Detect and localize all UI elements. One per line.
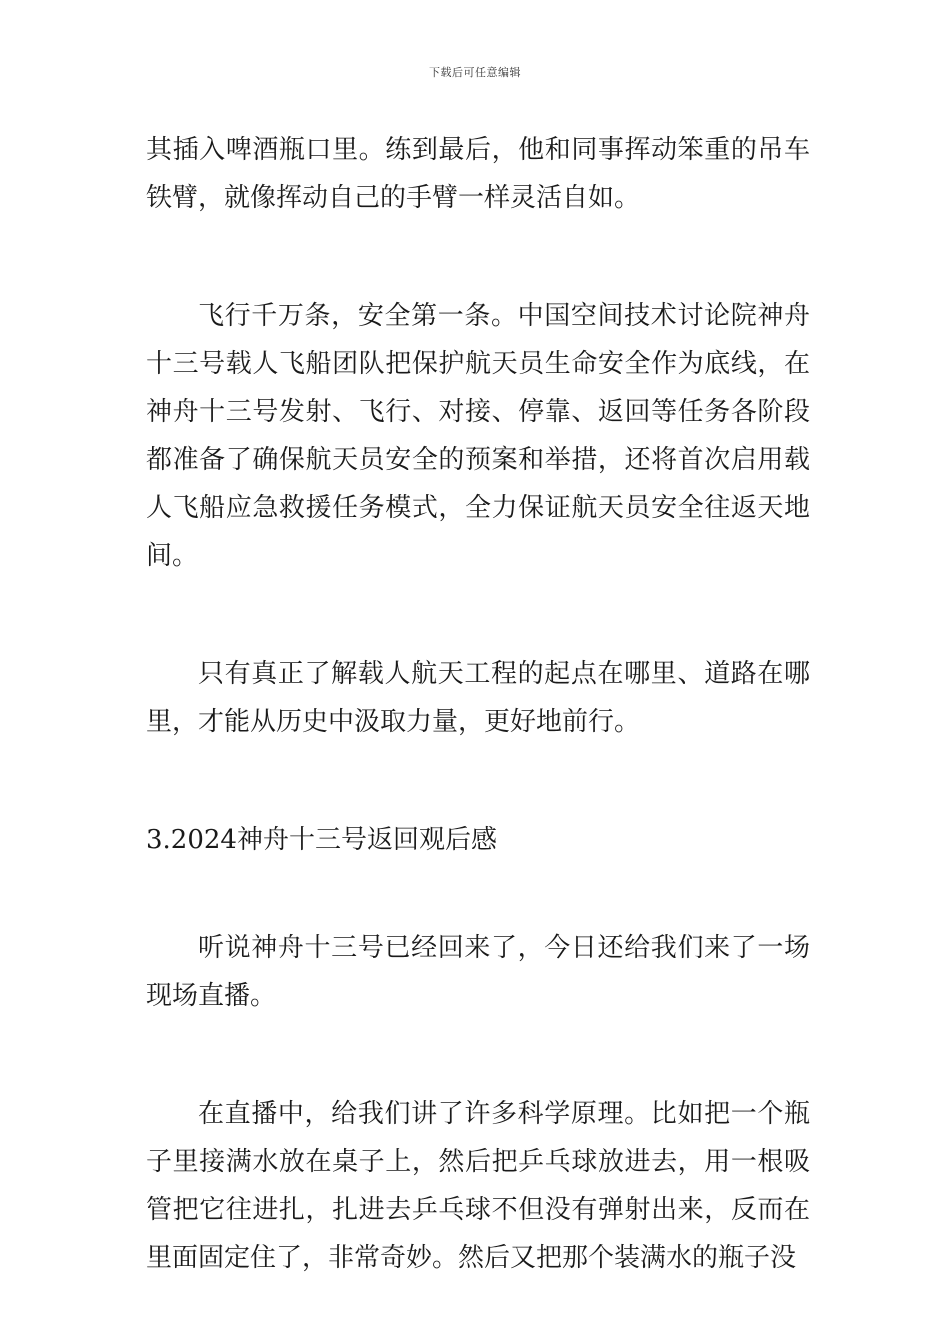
paragraph-experiment: 在直播中，给我们讲了许多科学原理。比如把一个瓶子里接满水放在桌子上，然后把乒乓球放进去，用一根吸管把它往进扎，扎进去乒乓球不但没有弹射出来，反而在里面固定住了，非常奇妙。然后又把那个装满水的瓶子没	[146, 1099, 810, 1273]
document-body	[146, 126, 810, 1282]
paragraph-history: 只有真正了解载人航天工程的起点在哪里、道路在哪里，才能从历史中汲取力量，更好地前行。	[146, 659, 810, 737]
paragraph-continued: 其插入啤酒瓶口里。练到最后，他和同事挥动笨重的吊车铁臂，就像挥动自己的手臂一样灵活自如。	[146, 135, 810, 213]
page-header-note: 下载后可任意编辑	[429, 66, 521, 79]
paragraph-livestream: 听说神舟十三号已经回来了，今日还给我们来了一场现场直播。	[146, 933, 810, 1011]
paragraph-safety: 飞行千万条，安全第一条。中国空间技术讨论院神舟十三号载人飞船团队把保护航天员生命安全作为底线，在神舟十三号发射、飞行、对接、停靠、返回等任务各阶段都准备了确保航天员安全的预案和举措，还将首次启用载人飞船应急救援任务模式，全力保证航天员安全往返天地间。	[146, 301, 810, 571]
section-heading: 3.2024神舟十三号返回观后感	[146, 825, 497, 855]
